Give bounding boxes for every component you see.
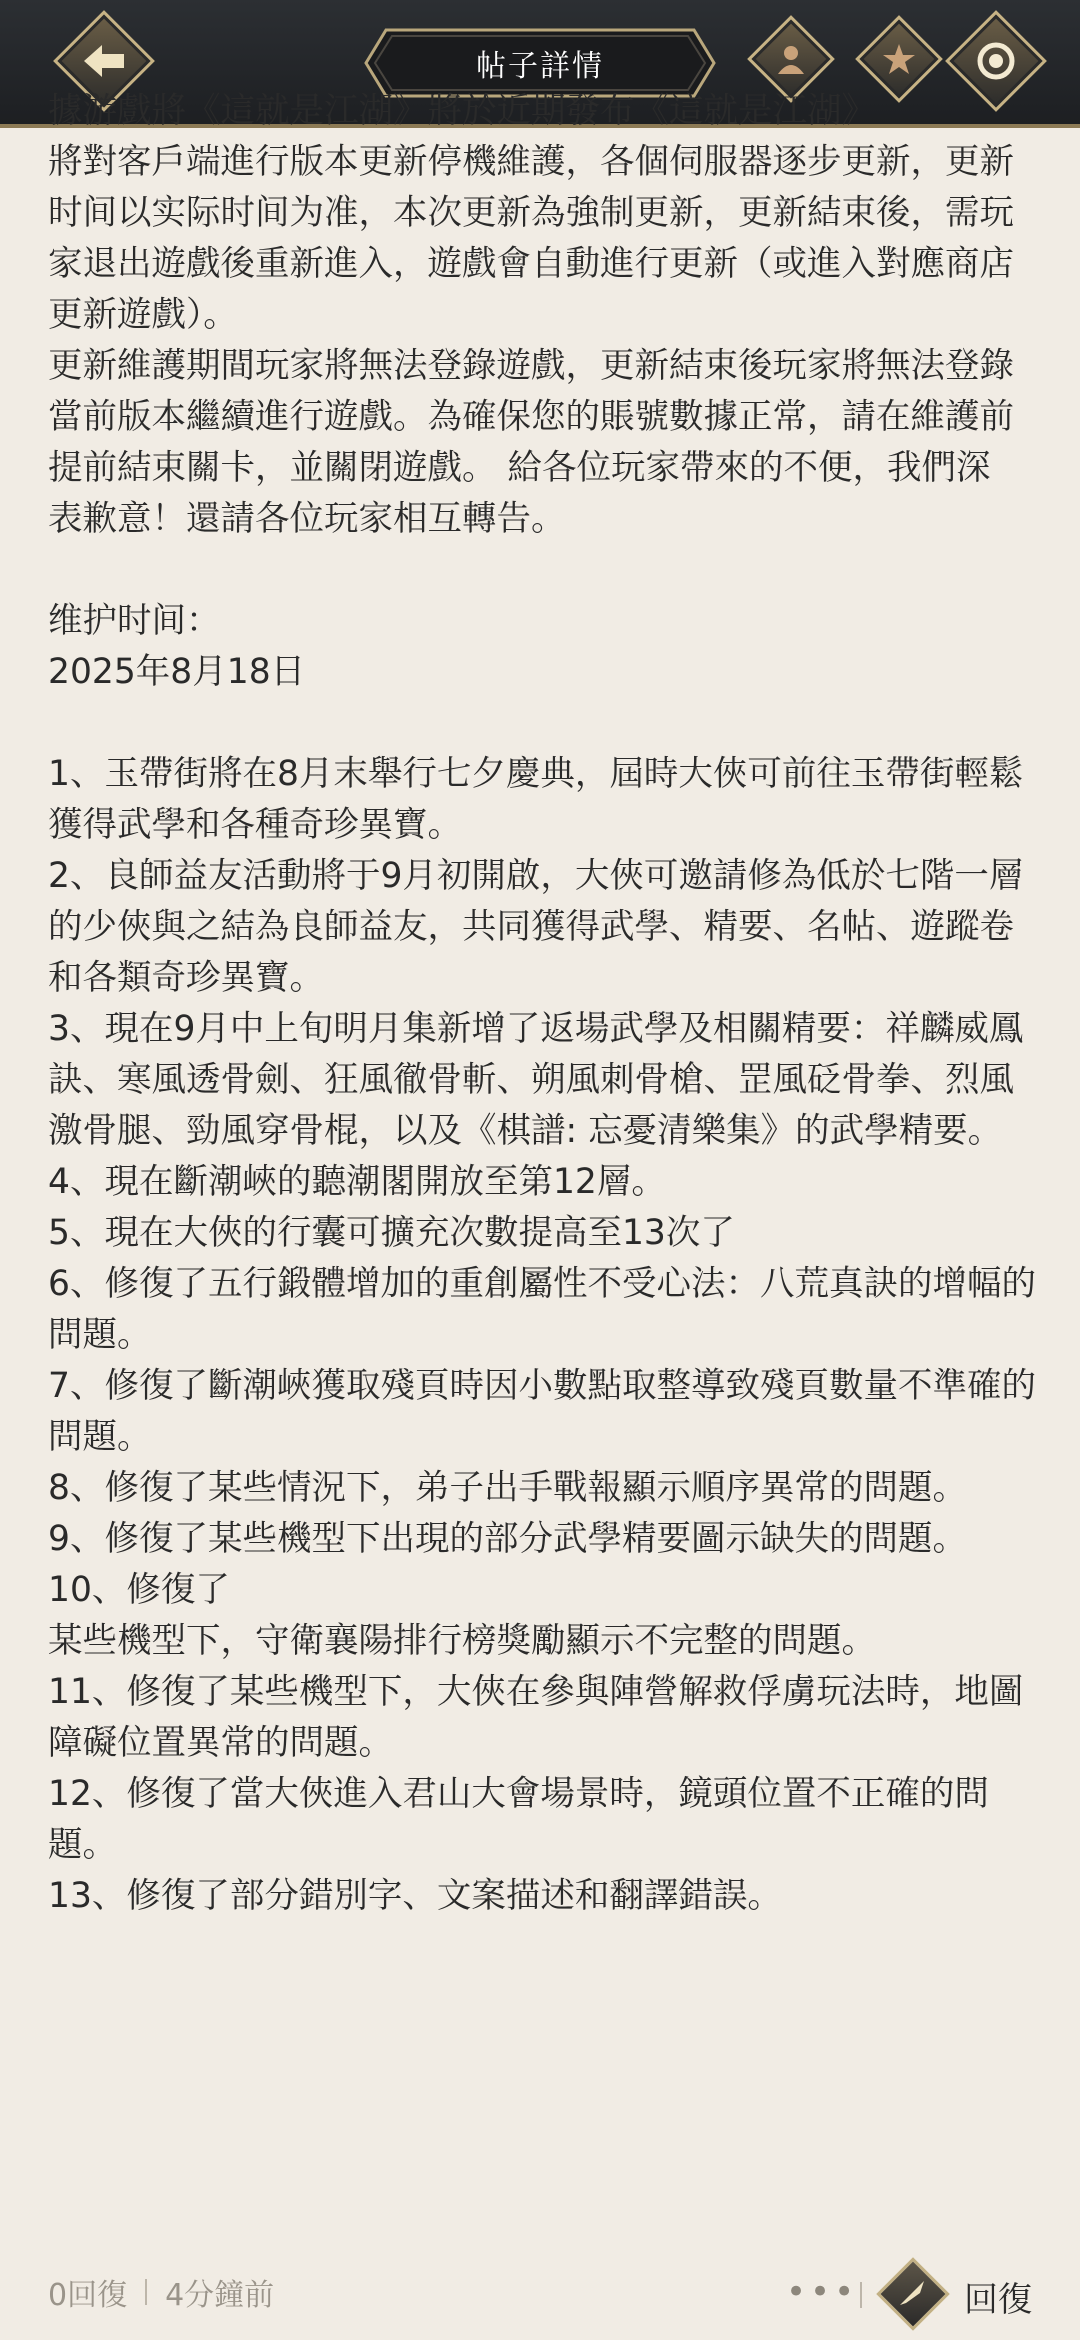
star-icon bbox=[882, 42, 916, 76]
post-time: 4分鐘前 bbox=[165, 2278, 275, 2313]
post-footer bbox=[0, 2250, 1080, 2340]
post-paragraph: 將對客戶端進行版本更新停機維護，各個伺服器逐步更新，更新时间以实际时间为准，本次更新為強制更新，更新結束後，需玩家退出遊戲後重新進入，遊戲會自動進行更新（或進入對應商店更新遊戲）。 bbox=[48, 142, 1014, 335]
maintenance-date: 2025年8月18日 bbox=[48, 652, 306, 692]
post-blank-line bbox=[48, 545, 1038, 596]
update-item: 8、修復了某些情況下，弟子出手戰報顯示順序異常的問題。 bbox=[48, 1468, 967, 1508]
update-item: 某些機型下，守衛襄陽排行榜獎勵顯示不完整的問題。 bbox=[48, 1621, 876, 1661]
update-item: 11、修復了某些機型下，大俠在參與陣營解救俘虜玩法時，地圖障礙位置異常的問題。 bbox=[48, 1672, 1024, 1763]
maintenance-label: 维护时间： bbox=[48, 601, 221, 641]
post-paragraph: 更新維護期間玩家將無法登錄遊戲，更新結束後玩家將無法登錄當前版本繼續進行遊戲。為確保您的賬號數據正常，請在維護前提前結束關卡，並關閉遊戲。 給各位玩家帶來的不便，我們深 bbox=[48, 346, 1014, 488]
target-icon bbox=[975, 40, 1017, 82]
update-item: 7、修復了斷潮峽獲取殘頁時因小數點取整導致殘頁數量不準確的問題。 bbox=[48, 1366, 1036, 1457]
update-item: 3、現在9月中上旬明月集新增了返場武學及相關精要：祥麟威鳳訣、寒風透骨劍、狂風徹骨斬、朔風刺骨槍、罡風砭骨拳、烈風 bbox=[48, 1009, 1024, 1100]
reply-count: 0回復 bbox=[48, 2278, 128, 2313]
update-item: 4、現在斷潮峽的聽潮閣開放至第12層。 bbox=[48, 1162, 666, 1202]
arrow-left-icon bbox=[82, 41, 126, 81]
profile-icon bbox=[774, 42, 808, 76]
update-item: 5、現在大俠的行囊可擴充次數提高至13次了 bbox=[48, 1213, 735, 1253]
update-item: 10、修復了 bbox=[48, 1570, 230, 1610]
more-options-button[interactable]: ••• bbox=[786, 2272, 859, 2312]
update-item: 激骨腿、勁風穿骨棍，以及《棋譜: 忘憂清樂集》的武學精要。 bbox=[48, 1111, 1003, 1151]
update-item: 12、修復了當大俠進入君山大會場景時，鏡頭位置不正確的問題。 bbox=[48, 1774, 989, 1865]
post-paragraph: 表歉意！還請各位玩家相互轉告。 bbox=[48, 499, 566, 539]
reply-button[interactable] bbox=[876, 2257, 950, 2331]
update-item: 9、修復了某些機型下出現的部分武學精要圖示缺失的問題。 bbox=[48, 1519, 967, 1559]
page-title: 帖子詳情 bbox=[476, 49, 604, 84]
quill-icon bbox=[890, 2271, 936, 2317]
post-blank-line bbox=[48, 698, 1038, 749]
post-body bbox=[48, 91, 1038, 2252]
update-item: 6、修復了五行鍛體增加的重創屬性不受心法：八荒真訣的增幅的問題。 bbox=[48, 1264, 1036, 1355]
update-item: 2、良師益友活動將于9月初開啟，大俠可邀請修為低於七階一層的少俠與之結為良師益友，共同獲得武學、精要、名帖、遊蹤卷和各類奇珍異寶。 bbox=[48, 856, 1024, 998]
divider bbox=[860, 2282, 862, 2308]
post-meta bbox=[48, 2270, 274, 2314]
update-item: 1、玉帶街將在8月末舉行七夕慶典，屆時大俠可前往玉帶街輕鬆獲得武學和各種奇珍異寶。 bbox=[48, 754, 1024, 845]
update-item: 13、修復了部分錯別字、文案描述和翻譯錯誤。 bbox=[48, 1876, 782, 1916]
post-clipped-line: 據游戲將《這就是江湖》將於近期發布《這就是江湖》 bbox=[48, 91, 876, 131]
reply-label[interactable]: 回復 bbox=[964, 2280, 1032, 2320]
divider bbox=[145, 2279, 147, 2305]
